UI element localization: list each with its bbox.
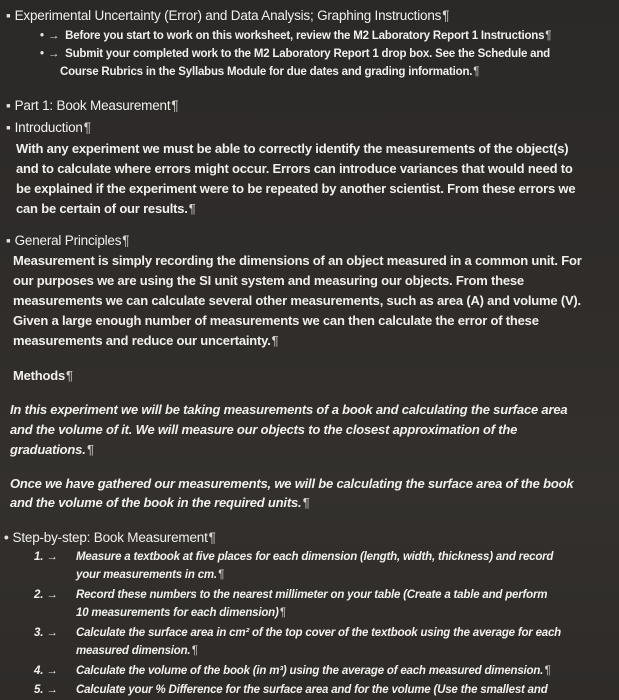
step-2 <box>34 589 547 601</box>
intro-line-1: With any experiment we must be able to correctly identify the measurements of the object(s) <box>16 141 569 156</box>
tab-arrow: → <box>47 48 60 60</box>
step-5 <box>34 684 548 696</box>
step-text: measured dimension. <box>76 645 191 657</box>
instruction-bullet-2 <box>40 48 550 60</box>
pilcrow-mark: ¶ <box>442 8 450 23</box>
intro-line-4 <box>16 201 196 216</box>
title-text: Experimental Uncertainty (Error) and Data Analysis; Graphing Instructions <box>14 8 442 23</box>
heading-bullet: ▪ <box>6 8 11 23</box>
methods-line-3 <box>10 442 93 457</box>
general-principles-heading <box>6 233 129 248</box>
step-text: Calculate the volume of the book (in m³) using the average of each measured dimension. <box>76 665 544 677</box>
general-line-2: our purposes we are using the SI unit system and measuring our objects. From these <box>13 273 524 288</box>
pilcrow-mark: ¶ <box>83 120 91 135</box>
document-title <box>6 8 449 23</box>
part1-text: Part 1: Book Measurement <box>14 98 171 113</box>
methods-line-5-text: and the volume of the book in the required units. <box>10 495 302 510</box>
step-1 <box>34 551 553 563</box>
step-text: Calculate your % Difference for the surface area and for the volume (Use the smallest and <box>76 684 548 696</box>
bullet-text: Submit your completed work to the M2 Laboratory Report 1 drop box. See the Schedule and <box>65 48 550 60</box>
step-text: Calculate the surface area in cm² of the top cover of the textbook using the average for each <box>76 627 561 639</box>
methods-line-5 <box>10 495 309 510</box>
general-line-5 <box>13 333 278 348</box>
introduction-heading <box>6 120 91 135</box>
methods-line-4: Once we have gathered our measurements, we will be calculating the surface area of the book <box>10 476 574 491</box>
tab-arrow: → <box>46 551 58 563</box>
general-line-4: Given a large enough number of measurements we can then calculate the error of these <box>13 313 539 328</box>
bullet-dot: • <box>40 30 44 42</box>
step-1-cont <box>76 569 224 581</box>
heading-bullet: ▪ <box>6 120 11 135</box>
step-text: 10 measurements for each dimension) <box>76 607 279 619</box>
pilcrow-mark: ¶ <box>86 442 94 457</box>
pilcrow-mark: ¶ <box>545 30 552 42</box>
pilcrow-mark: ¶ <box>544 665 551 677</box>
heading-bullet: • <box>4 530 9 545</box>
step-number-text: 5. <box>34 684 44 696</box>
intro-line-3: be explained if the experiment were to be repeated by another scientist. From these errors we <box>16 181 576 196</box>
part1-heading <box>6 98 178 113</box>
step-number <box>34 551 76 563</box>
step-text: Measure a textbook at five places for each dimension (length, width, thickness) and record <box>76 551 554 563</box>
pilcrow-mark: ¶ <box>279 607 286 619</box>
pilcrow-mark: ¶ <box>271 333 279 348</box>
step-text: your measurements in cm. <box>76 569 217 581</box>
step-4 <box>34 665 550 677</box>
steps-heading-text: Step-by-step: Book Measurement <box>12 530 208 545</box>
intro-line-2: and to calculate where errors might occur. Errors can introduce variances that would need to <box>16 161 573 176</box>
bullet-text: Before you start to work on this worksheet, review the M2 Laboratory Report 1 Instructions <box>65 30 545 42</box>
bullet-dot: • <box>40 48 44 60</box>
pilcrow-mark: ¶ <box>122 233 130 248</box>
heading-bullet: ▪ <box>6 98 11 113</box>
general-heading-text: General Principles <box>14 233 122 248</box>
step-number-text: 2. <box>34 589 44 601</box>
pilcrow-mark: ¶ <box>171 98 179 113</box>
step-number <box>34 589 76 601</box>
intro-line-4-text: can be certain of our results. <box>16 201 188 216</box>
step-number-text: 4. <box>34 665 44 677</box>
step-number-text: 1. <box>34 551 44 563</box>
instruction-bullet-2-cont <box>60 66 479 78</box>
step-by-step-heading <box>4 530 216 545</box>
step-number <box>34 665 76 677</box>
methods-heading <box>13 368 73 383</box>
general-line-1: Measurement is simply recording the dimensions of an object measured in a common unit. For <box>13 253 582 268</box>
general-line-5-text: measurements and reduce our uncertainty. <box>13 333 271 348</box>
pilcrow-mark: ¶ <box>66 368 73 383</box>
pilcrow-mark: ¶ <box>217 569 224 581</box>
pilcrow-mark: ¶ <box>191 645 198 657</box>
pilcrow-mark: ¶ <box>302 495 310 510</box>
methods-line-2: and the volume of it. We will measure our objects to the closest approximation of the <box>10 422 518 437</box>
step-text: Record these numbers to the nearest millimeter on your table (Create a table and perform <box>76 589 548 601</box>
step-3-cont <box>76 645 197 657</box>
pilcrow-mark: ¶ <box>188 201 196 216</box>
step-2-cont <box>76 607 286 619</box>
tab-arrow: → <box>46 589 58 601</box>
methods-line-1: In this experiment we will be taking measurements of a book and calculating the surface area <box>10 402 568 417</box>
introduction-text: Introduction <box>14 120 83 135</box>
general-line-3: measurements we can calculate several other measurements, such as area (A) and volume (V). <box>13 293 581 308</box>
step-3 <box>34 627 561 639</box>
tab-arrow: → <box>47 30 60 42</box>
tab-arrow: → <box>46 684 58 696</box>
tab-arrow: → <box>46 665 58 677</box>
step-number-text: 3. <box>34 627 44 639</box>
bullet-text: Course Rubrics in the Syllabus Module for due dates and grading information. <box>60 66 473 78</box>
step-number <box>34 627 76 639</box>
step-number <box>34 684 76 696</box>
methods-line-3-text: graduations. <box>10 442 86 457</box>
heading-bullet: ▪ <box>6 233 11 248</box>
methods-heading-text: Methods <box>13 368 66 383</box>
tab-arrow: → <box>46 627 58 639</box>
pilcrow-mark: ¶ <box>208 530 216 545</box>
pilcrow-mark: ¶ <box>473 66 480 78</box>
instruction-bullet-1 <box>40 30 551 42</box>
